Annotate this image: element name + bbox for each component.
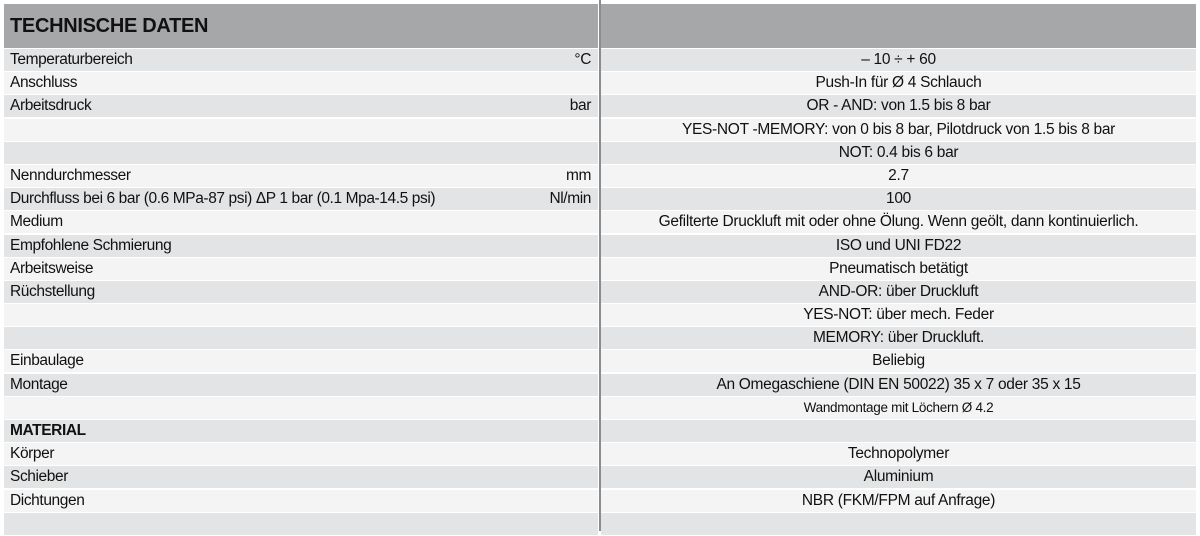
label-cell bbox=[4, 281, 598, 303]
row-label: Dichtungen bbox=[10, 491, 85, 509]
label-cell bbox=[4, 304, 598, 326]
label-cell bbox=[4, 327, 598, 349]
row-label: Körper bbox=[10, 445, 55, 463]
material-heading: MATERIAL bbox=[10, 422, 86, 439]
label-cell bbox=[4, 95, 598, 117]
section-title: TECHNISCHE DATEN bbox=[4, 4, 598, 48]
label-cell bbox=[4, 142, 598, 164]
row-unit: Nl/min bbox=[549, 190, 591, 208]
label-cell bbox=[4, 235, 598, 257]
label-cell bbox=[4, 119, 598, 141]
row-label: Temperaturbereich bbox=[10, 51, 133, 68]
label-cell bbox=[4, 72, 598, 94]
label-cell bbox=[4, 374, 598, 396]
row-unit: bar bbox=[569, 97, 591, 115]
row-label: Empfohlene Schmierung bbox=[10, 236, 172, 254]
value-cell: NOT: 0.4 bis 6 bar bbox=[601, 142, 1196, 164]
label-cell bbox=[4, 49, 598, 71]
row-unit: mm bbox=[565, 166, 591, 184]
row-label: Anschluss bbox=[10, 74, 78, 92]
value-cell: 100 bbox=[601, 188, 1196, 210]
value-cell: ISO und UNI FD22 bbox=[601, 235, 1196, 257]
value-cell bbox=[601, 513, 1196, 535]
value-cell: Wandmontage mit Löchern Ø 4.2 bbox=[601, 397, 1196, 419]
row-label: Arbeitsweise bbox=[10, 259, 94, 277]
label-cell bbox=[4, 165, 598, 187]
value-cell: 2.7 bbox=[601, 165, 1196, 187]
row-label: Arbeitsdruck bbox=[10, 97, 92, 115]
value-cell: Technopolymer bbox=[601, 443, 1196, 465]
row-label: Durchfluss bei 6 bar (0.6 MPa-87 psi) ΔP 1 bar (0.1 Mpa-14.5 psi) bbox=[10, 190, 436, 208]
value-cell: – 10 ÷ + 60 bbox=[601, 49, 1196, 71]
row-label: Nenndurchmesser bbox=[10, 166, 131, 184]
value-cell: YES-NOT -MEMORY: von 0 bis 8 bar, Pilotdruck von 1.5 bis 8 bar bbox=[601, 119, 1196, 141]
value-cell: Push-In für Ø 4 Schlauch bbox=[601, 72, 1196, 94]
value-cell bbox=[601, 420, 1196, 442]
row-unit: °C bbox=[574, 51, 591, 68]
value-cell: YES-NOT: über mech. Feder bbox=[601, 304, 1196, 326]
value-cell: Pneumatisch betätigt bbox=[601, 258, 1196, 280]
value-cell: OR - AND: von 1.5 bis 8 bar bbox=[601, 95, 1196, 117]
row-label: Montage bbox=[10, 375, 68, 393]
label-cell bbox=[4, 490, 598, 512]
value-cell: MEMORY: über Druckluft. bbox=[601, 327, 1196, 349]
label-cell bbox=[4, 211, 598, 233]
label-cell bbox=[4, 350, 598, 372]
label-cell bbox=[4, 420, 598, 442]
label-cell bbox=[4, 466, 598, 488]
row-label: Medium bbox=[10, 213, 63, 231]
row-label: Einbaulage bbox=[10, 352, 84, 370]
label-cell bbox=[4, 513, 598, 535]
label-cell bbox=[4, 258, 598, 280]
label-cell bbox=[4, 397, 598, 419]
value-cell: Aluminium bbox=[601, 466, 1196, 488]
row-label: Schieber bbox=[10, 468, 68, 486]
row-label: Rüchstellung bbox=[10, 282, 95, 300]
column-divider bbox=[599, 0, 601, 531]
value-cell: AND-OR: über Druckluft bbox=[601, 281, 1196, 303]
value-cell: An Omegaschiene (DIN EN 50022) 35 x 7 oder 35 x 15 bbox=[601, 374, 1196, 396]
value-cell: Gefilterte Druckluft mit oder ohne Ölung. Wenn geölt, dann kontinuierlich. bbox=[601, 211, 1196, 233]
value-cell: Beliebig bbox=[601, 350, 1196, 372]
value-cell: NBR (FKM/FPM auf Anfrage) bbox=[601, 490, 1196, 512]
label-cell bbox=[4, 443, 598, 465]
header-right-cell bbox=[601, 4, 1196, 48]
label-cell bbox=[4, 188, 598, 210]
